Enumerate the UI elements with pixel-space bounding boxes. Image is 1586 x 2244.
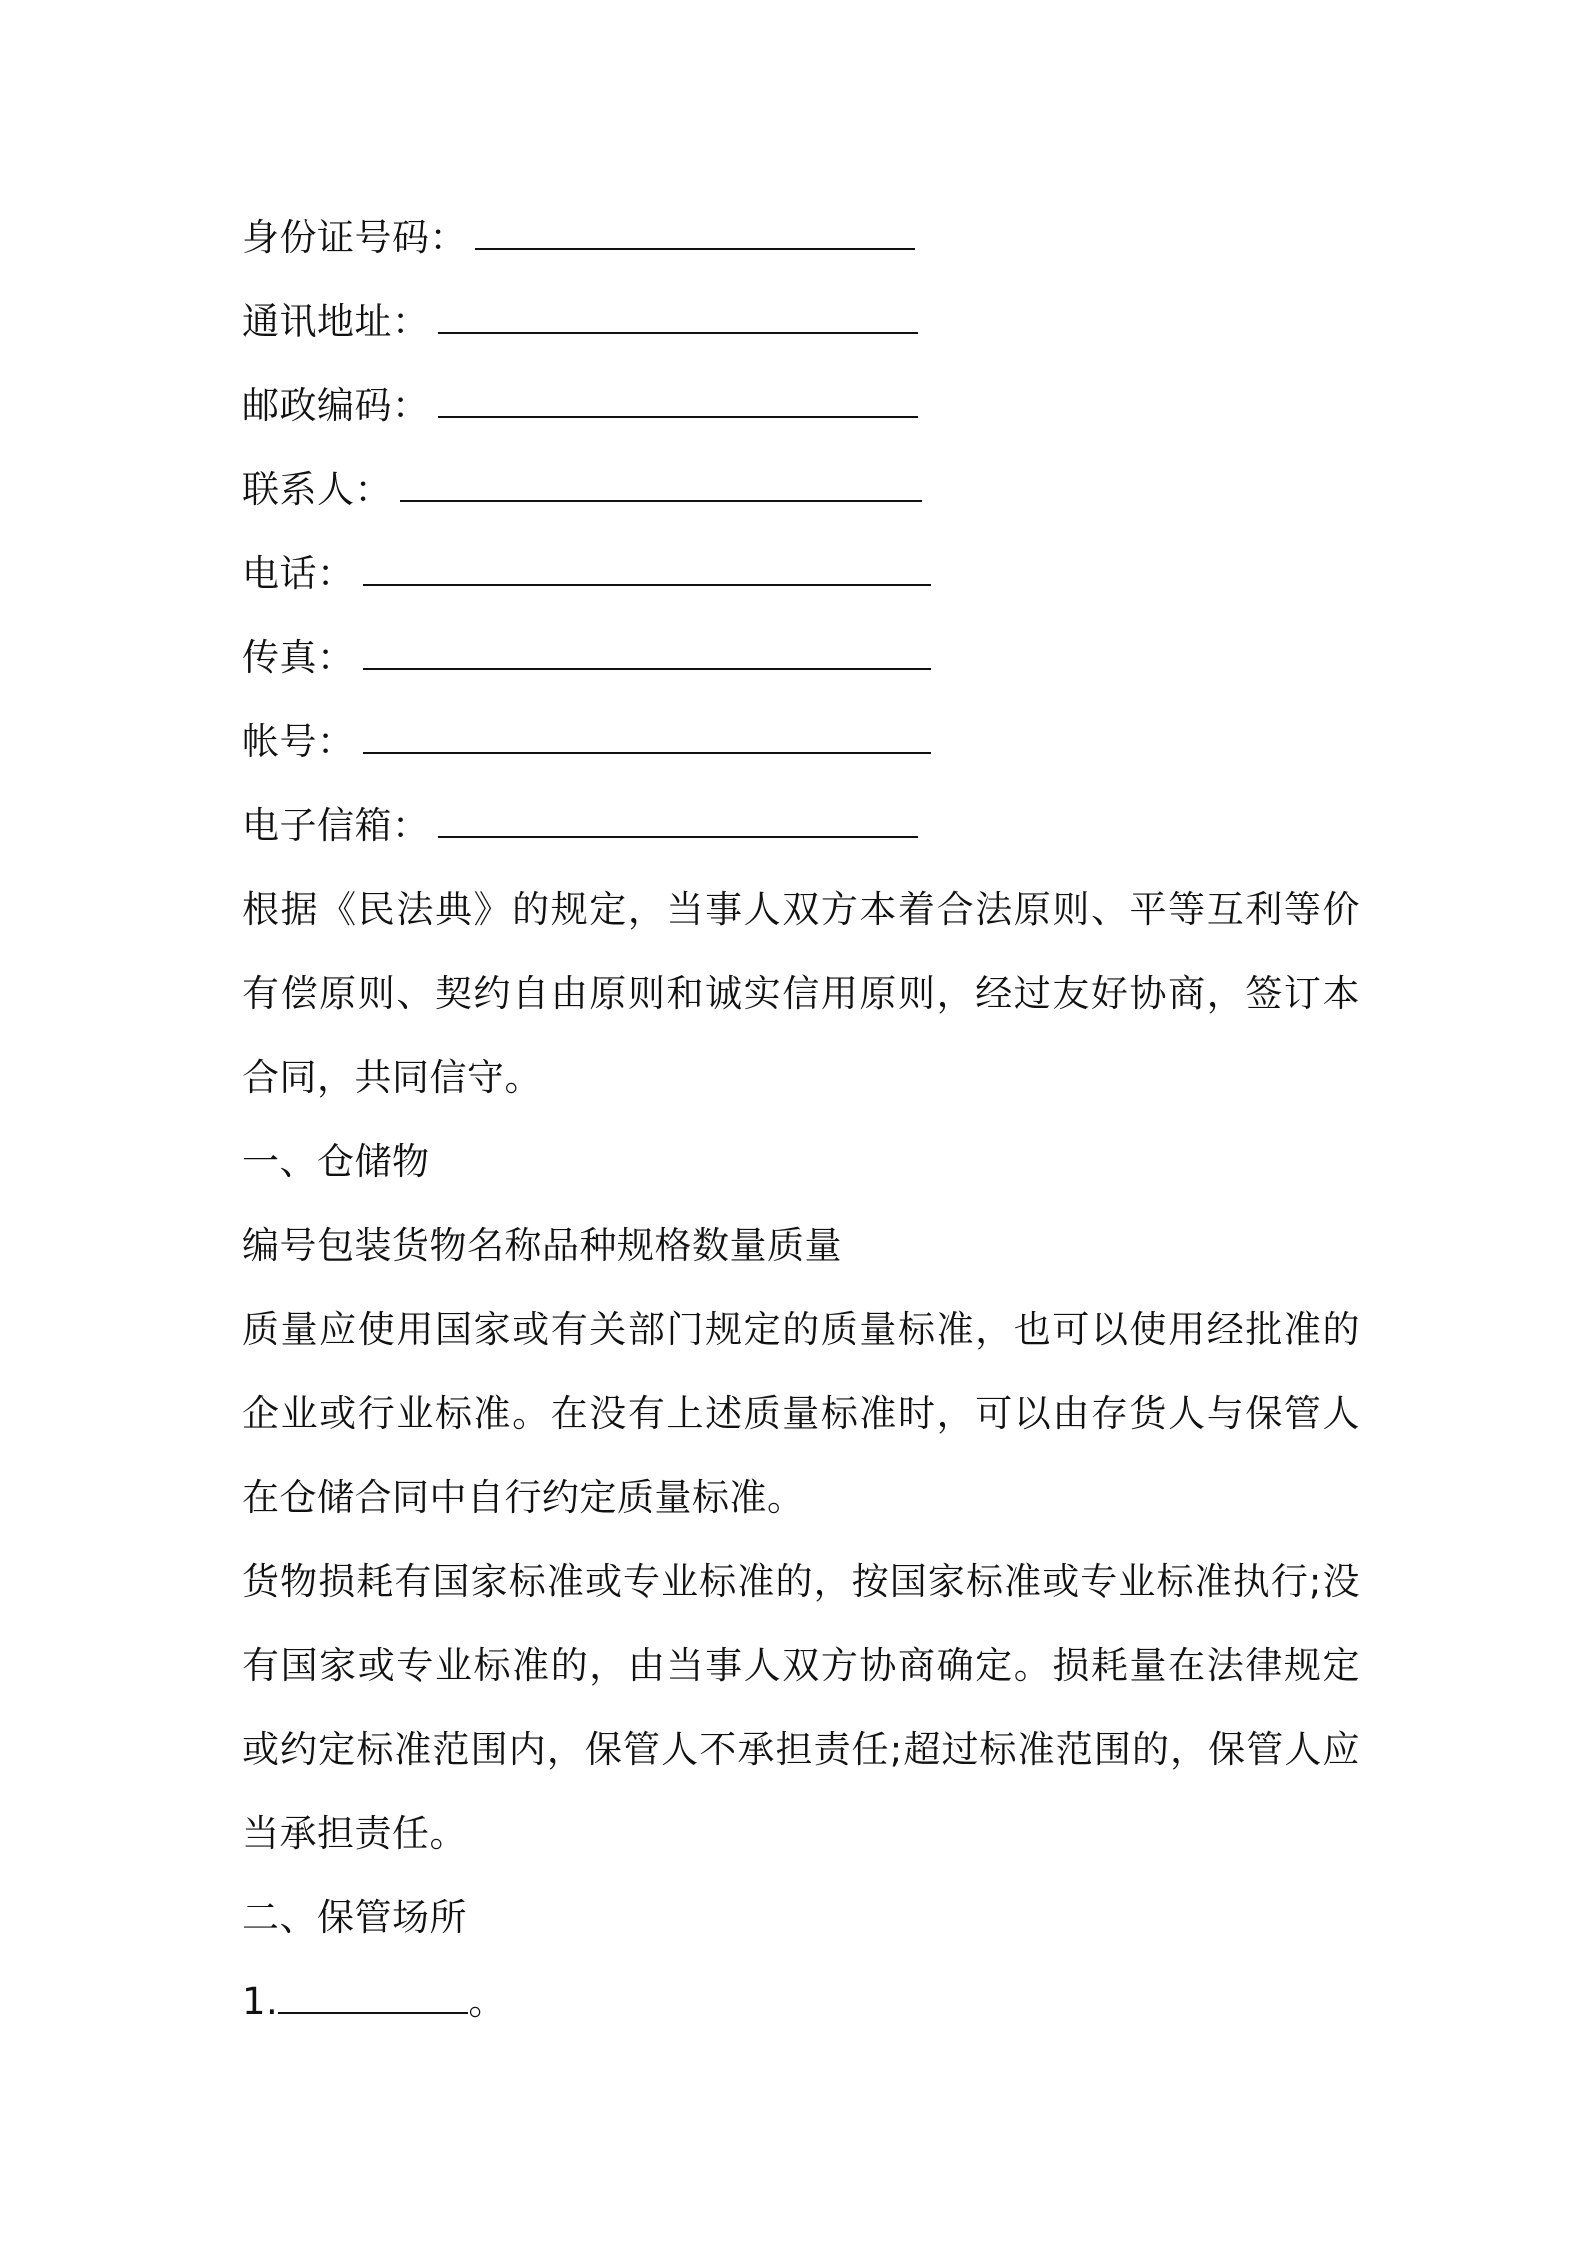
- fill-blank[interactable]: [363, 546, 931, 586]
- field-contact: [242, 448, 1360, 532]
- field-phone: [242, 532, 1360, 616]
- field-label: 身份证号码：: [242, 216, 467, 259]
- goods-columns: 编号包装货物名称品种规格数量质量: [242, 1224, 842, 1267]
- fill-blank[interactable]: [278, 1974, 468, 2014]
- fill-blank[interactable]: [363, 630, 931, 670]
- field-fax: [242, 616, 1360, 700]
- fill-blank[interactable]: [400, 462, 922, 502]
- field-address: [242, 280, 1360, 364]
- quality-paragraph: 质量应使用国家或有关部门规定的质量标准，也可以使用经批准的企业或行业标准。在没有上述质量标准时，可以由存货人与保管人在仓储合同中自行约定质量标准。: [242, 1308, 1360, 1519]
- field-id-number: [242, 196, 1360, 280]
- section-1-title: 一、仓储物: [242, 1140, 430, 1183]
- field-label: 通讯地址：: [242, 300, 430, 343]
- contract-body: [242, 196, 1360, 2044]
- fill-blank[interactable]: [438, 294, 918, 334]
- fill-blank[interactable]: [475, 210, 915, 250]
- field-email: [242, 784, 1360, 868]
- field-label: 电话：: [242, 552, 355, 595]
- fill-blank[interactable]: [363, 714, 931, 754]
- section-2-title: 二、保管场所: [242, 1896, 467, 1939]
- field-label: 联系人：: [242, 468, 392, 511]
- field-label: 帐号：: [242, 720, 355, 763]
- item-number: 1.: [242, 1980, 279, 2023]
- field-label: 邮政编码：: [242, 384, 430, 427]
- loss-paragraph: 货物损耗有国家标准或专业标准的，按国家标准或专业标准执行;没有国家或专业标准的，由当事人双方协商确定。损耗量在法律规定或约定标准范围内，保管人不承担责任;超过标准范围的，保管人应当承担责任。: [242, 1560, 1360, 1855]
- fill-blank[interactable]: [438, 378, 918, 418]
- intro-paragraph: 根据《民法典》的规定，当事人双方本着合法原则、平等互利等价有偿原则、契约自由原则和诚实信用原则，经过友好协商，签订本合同，共同信守。: [242, 888, 1360, 1099]
- field-label: 电子信箱：: [242, 804, 430, 847]
- item-suffix: 。: [468, 1980, 506, 2023]
- field-postcode: [242, 364, 1360, 448]
- field-account: [242, 700, 1360, 784]
- fill-blank[interactable]: [438, 798, 918, 838]
- storage-item-1: [242, 1960, 1360, 2044]
- field-label: 传真：: [242, 636, 355, 679]
